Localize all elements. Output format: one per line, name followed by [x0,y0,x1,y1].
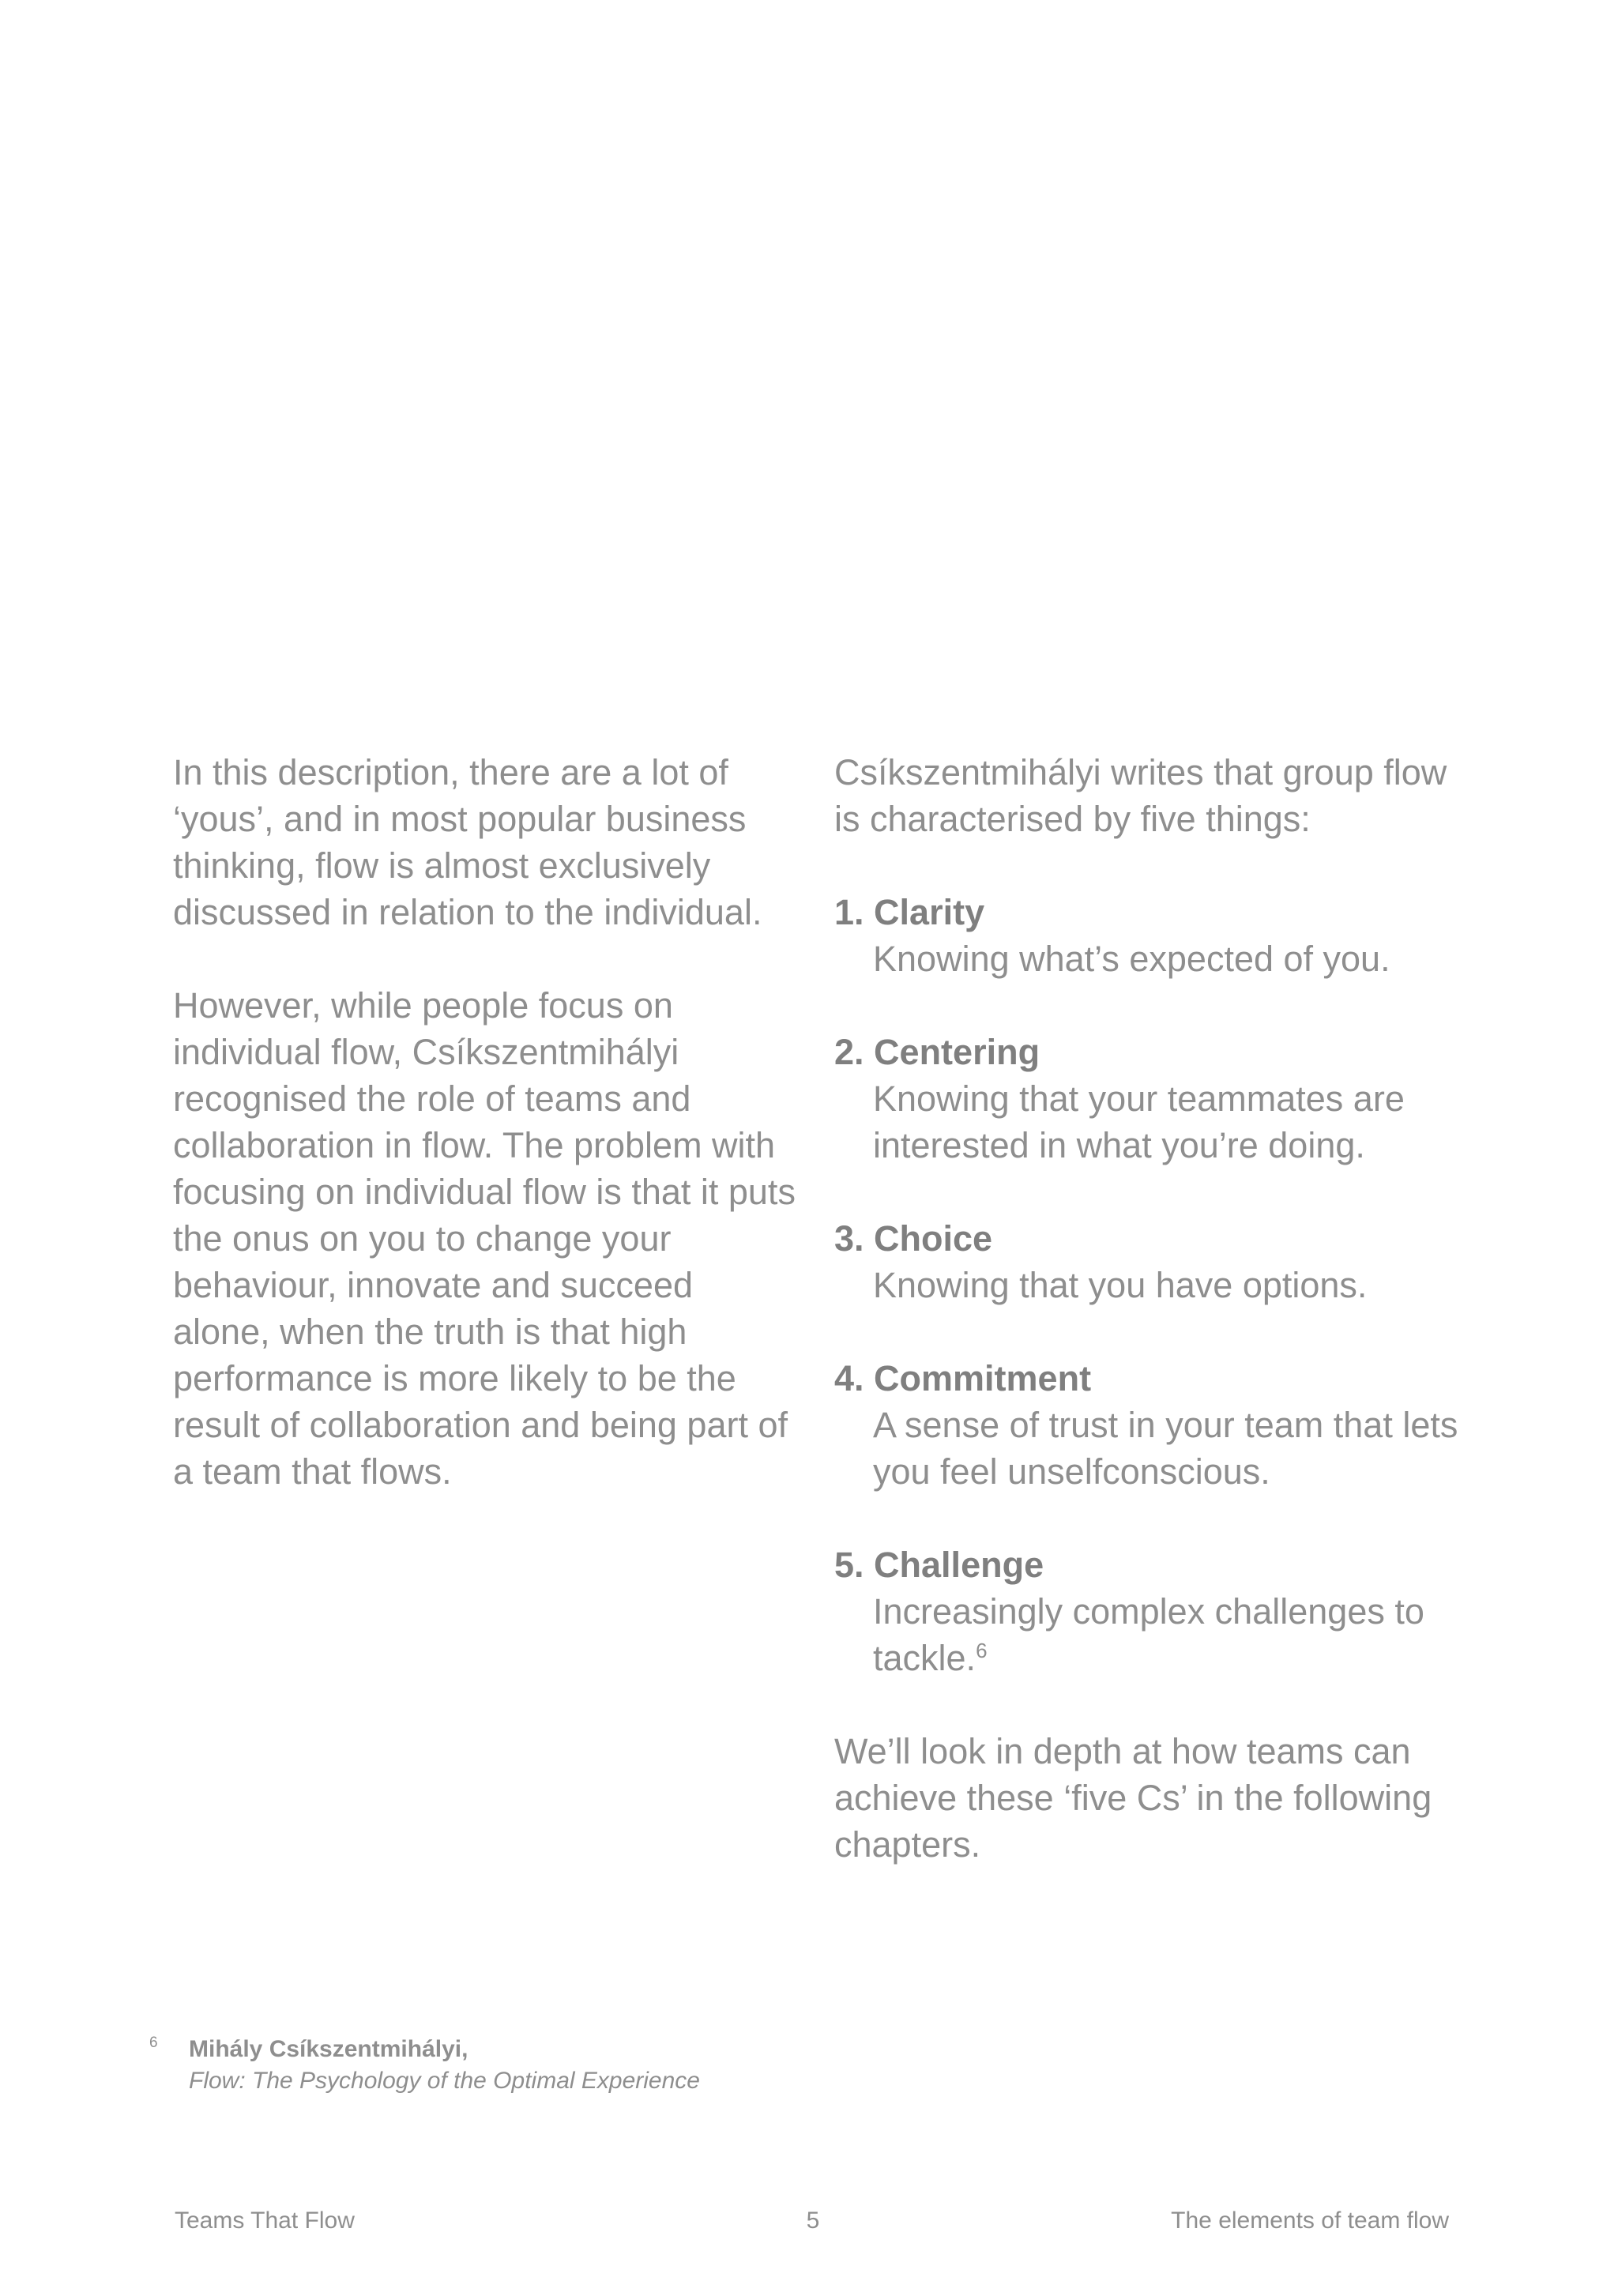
list-item-title: Centering [874,1032,1040,1072]
list-item-heading [834,889,1458,935]
list-item [834,889,1458,982]
list-item [834,1215,1458,1308]
list-item-title: Clarity [874,892,985,932]
body-paragraph: However, while people focus on individual flow, Csíkszentmihályi recognised the role of teams and collaboration in flow. The problem with focusing on individual flow is that it puts the onus on you to change your behaviour, innovate and succeed alone, when the truth is that high performance is more likely to be the result of collaboration and being part of a team that flows. [173,985,796,1492]
list-item-heading [834,1541,1458,1588]
list-item-title: Commitment [874,1358,1092,1398]
list-item-heading [834,1029,1458,1075]
list-intro: Csíkszentmihályi writes that group flow is characterised by five things: [834,752,1447,839]
footer-chapter-title: The elements of team flow [1171,2208,1449,2234]
footnote-body [189,2034,700,2097]
left-column [173,749,797,1495]
list-item-title: Choice [874,1218,993,1259]
list-item [834,1541,1458,1681]
list-item-body [834,1588,1458,1681]
list-item [834,1029,1458,1169]
footnote [149,2034,700,2097]
list-item-number: 5. [834,1545,864,1585]
footnote-author: Mihály Csíkszentmihályi, [189,2036,468,2062]
closing-paragraph: We’ll look in depth at how teams can achieve these ‘five Cs’ in the following chapters. [834,1731,1432,1865]
page-number: 5 [806,2208,820,2234]
five-cs-list [834,889,1458,1681]
footnote-title: Flow: The Psychology of the Optimal Experience [189,2068,700,2094]
list-item-body: Knowing that your teammates are interested in what you’re doing. [873,1078,1405,1165]
list-item-number: 1. [834,892,864,932]
footnote-reference: 6 [976,1639,988,1662]
right-column [834,749,1458,1868]
footer-publication-title: Teams That Flow [175,2208,355,2234]
list-item-number: 3. [834,1218,864,1259]
list-item-number: 4. [834,1358,864,1398]
list-item-body: Knowing that you have options. [873,1265,1368,1305]
list-item [834,1355,1458,1495]
body-paragraph: In this description, there are a lot of ‘yous’, and in most popular business thinking, flow is almost exclusively discussed in relation to the individual. [173,752,762,932]
list-item-heading [834,1215,1458,1262]
list-item-body-text: Increasingly complex challenges to tackle. [873,1591,1424,1678]
list-item-body: Knowing what’s expected of you. [873,939,1390,979]
list-item-number: 2. [834,1032,864,1072]
list-item-title: Challenge [874,1545,1044,1585]
list-item-body: A sense of trust in your team that lets you feel unselfconscious. [873,1405,1458,1492]
list-item-heading [834,1355,1458,1402]
footnote-number: 6 [149,2034,158,2051]
